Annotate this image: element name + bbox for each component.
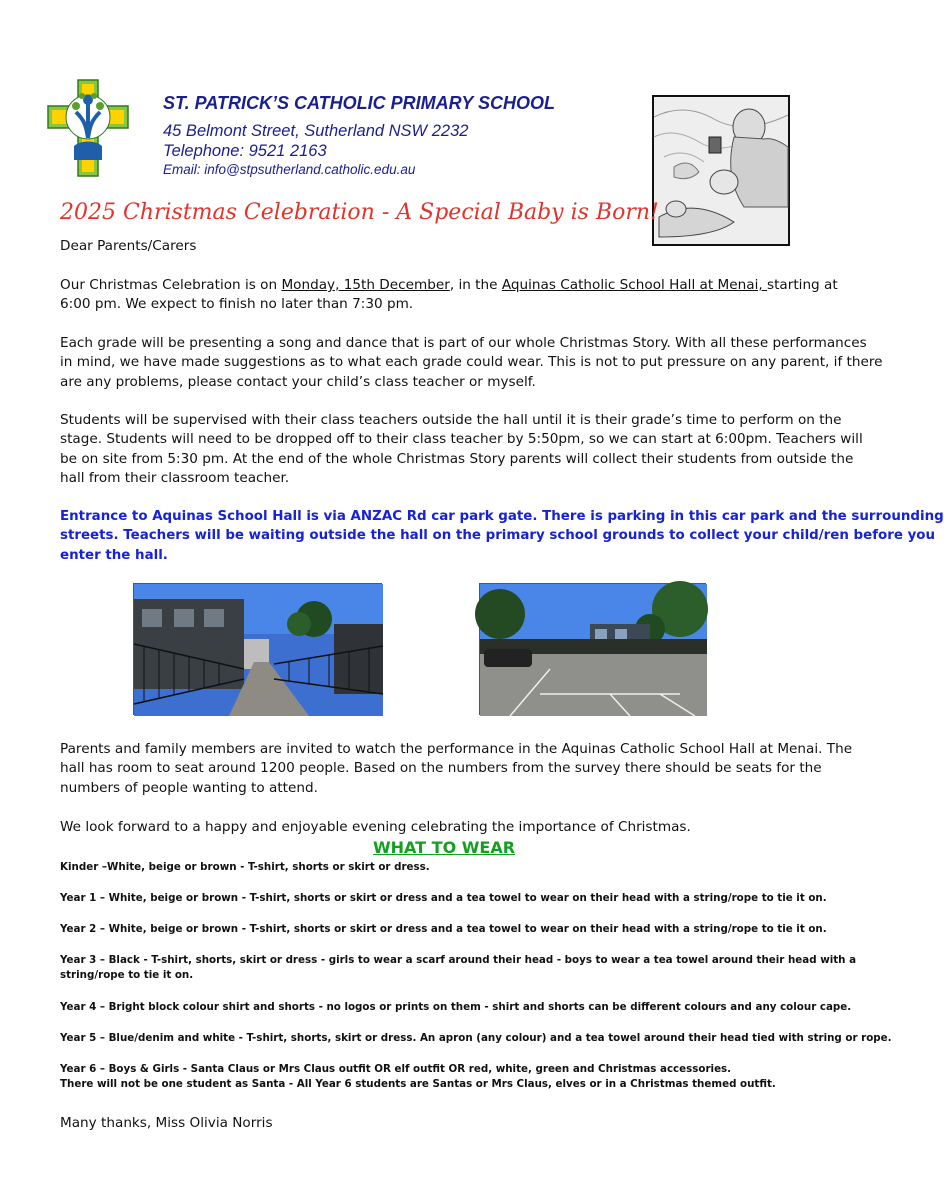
- wear-year-4: Year 4 – Bright block colour shirt and shorts - no logos or prints on them - shirt and shorts can be different colours and any colour cape.: [60, 1001, 852, 1013]
- school-name: ST. PATRICK’S CATHOLIC PRIMARY SCHOOL: [163, 93, 556, 113]
- car-park-photo: [479, 583, 706, 715]
- event-date: Monday, 15th December: [281, 277, 450, 293]
- wear-year-6: Year 6 – Boys & Girls - Santa Claus or Mrs Claus outfit OR elf outfit OR red, white, green and Christmas accessories. There will not be one student as Santa - All Year 6 students are Santas or Mrs Claus, elves or in a Christmas themed outfit.: [60, 1063, 776, 1090]
- wear-year-5: Year 5 – Blue/denim and white - T-shirt, shorts, skirt or dress. An apron (any colour) and a tea towel around their head tied with string or rope.: [60, 1032, 892, 1044]
- paragraph-supervision: Students will be supervised with their class teachers outside the hall until it is their grade’s time to perform on the stage. Students will need to be dropped off to their class teacher by 5:50pm, so we can start at 6:00pm. Teachers will be on site from 5:30 pm. At the end of the whole Christmas Story parents will collect their students from outside the hall from their classroom teacher.: [60, 412, 863, 486]
- school-logo: [48, 80, 128, 176]
- signoff: Many thanks, Miss Olivia Norris: [60, 1115, 273, 1131]
- school-telephone: Telephone: 9521 2163: [163, 142, 327, 160]
- paragraph-closing: We look forward to a happy and enjoyable evening celebrating the importance of Christmas.: [60, 819, 691, 835]
- greeting: Dear Parents/Carers: [60, 238, 197, 254]
- paragraph-seating: Parents and family members are invited to watch the performance in the Aquinas Catholic School Hall at Menai. The hall has room to seat around 1200 people. Based on the numbers from the survey there should be seats for the numbers of people wanting to attend.: [60, 741, 853, 796]
- hall-walkway-photo: [133, 583, 382, 715]
- nativity-sketch-image: [652, 95, 790, 246]
- event-venue: Aquinas Catholic School Hall at Menai,: [501, 277, 767, 293]
- wear-year-3: Year 3 – Black - T-shirt, shorts, skirt or dress - girls to wear a scarf around their head - boys to wear a tea towel around their head with a string/rope to tie it on.: [60, 954, 857, 981]
- wear-kinder: Kinder –White, beige or brown - T-shirt, shorts or skirt or dress.: [60, 861, 430, 873]
- school-email: Email: info@stpsutherland.catholic.edu.au: [163, 162, 416, 177]
- paragraph-performances: Each grade will be presenting a song and dance that is part of our whole Christmas Story. With all these performances in mind, we have made suggestions as to what each grade could wear. This is not to put pressure on any parent, if there are any problems, please contact your child’s class teacher or myself.: [60, 335, 883, 390]
- school-address: 45 Belmont Street, Sutherland NSW 2232: [163, 122, 469, 140]
- paragraph-celebration-details: Our Christmas Celebration is on Monday, 15th December, in the Aquinas Catholic School Hall at Menai, starting at 6:00 pm. We expect to finish no later than 7:30 pm.: [60, 277, 838, 313]
- celebration-title: 2025 Christmas Celebration - A Special Baby is Born!: [60, 200, 659, 225]
- wear-year-2: Year 2 – White, beige or brown - T-shirt, shorts or skirt or dress and a tea towel to wear on their head with a string/rope to tie it on.: [60, 923, 827, 935]
- wear-year-1: Year 1 – White, beige or brown - T-shirt, shorts or skirt or dress and a tea towel to wear on their head with a string/rope to tie it on.: [60, 892, 827, 904]
- what-to-wear-heading: WHAT TO WEAR: [373, 838, 516, 857]
- entrance-note: Entrance to Aquinas School Hall is via ANZAC Rd car park gate. There is parking in this car park and the surrounding streets. Teachers will be waiting outside the hall on the primary school grounds to collect your child/ren before you enter the hall.: [60, 509, 944, 563]
